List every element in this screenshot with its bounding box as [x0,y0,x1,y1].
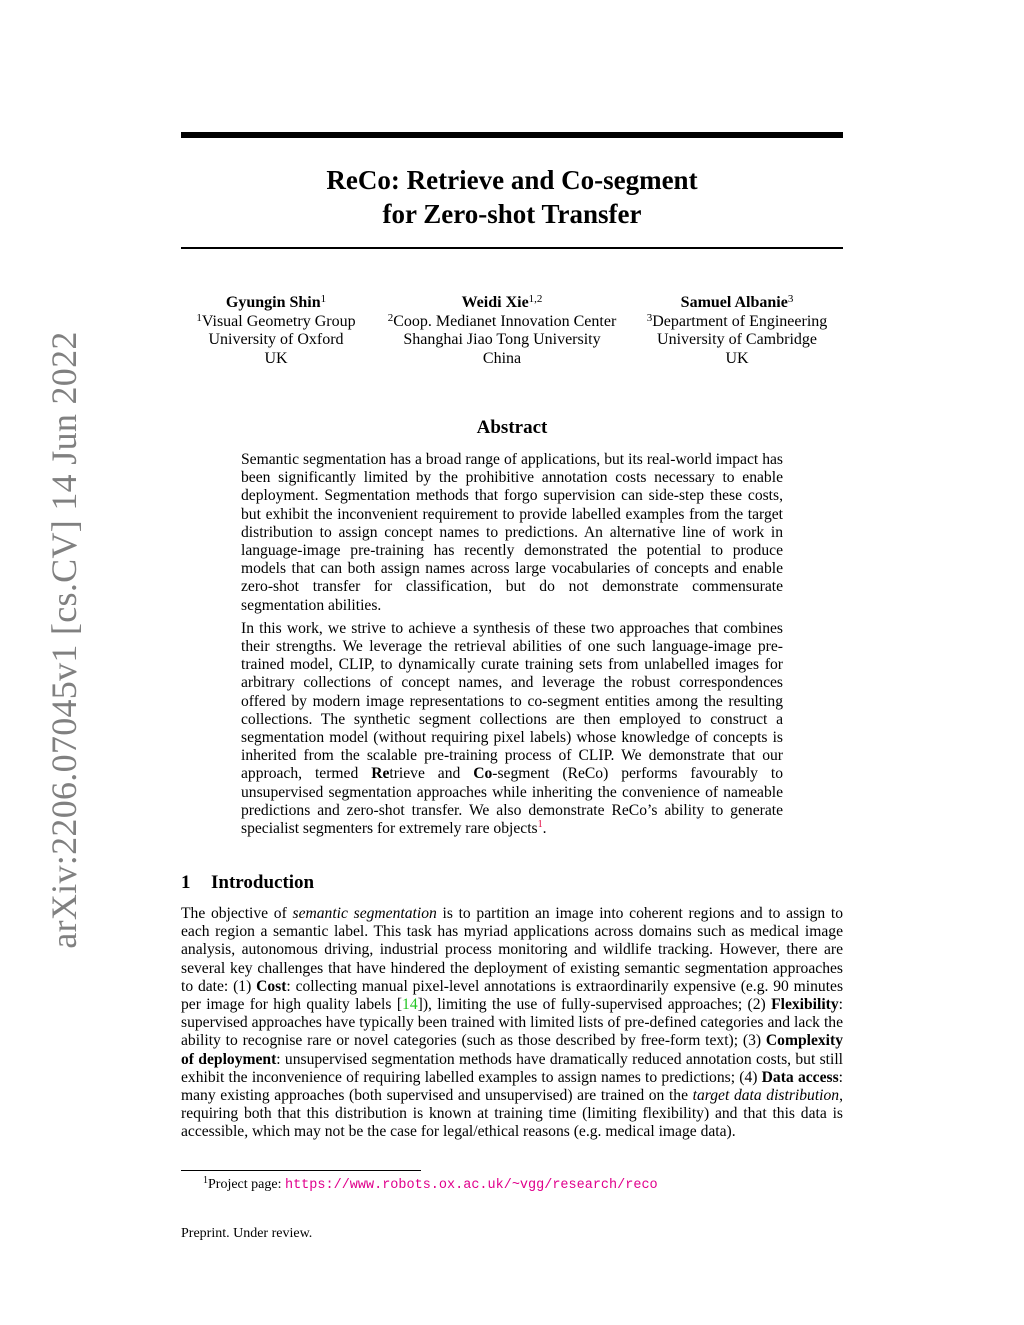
arxiv-id: arXiv:2206.07045v1 [cs.CV] 14 Jun 2022 [44,331,84,949]
preprint-notice: Preprint. Under review. [181,1226,313,1241]
author-affil-marker: 1,2 [528,293,543,305]
author-name: Samuel Albanie [680,294,788,311]
author-org: University of Cambridge [657,331,817,348]
author-name: Gyungin Shin [225,294,321,311]
citation-link[interactable]: 14 [402,996,418,1014]
author-affiliation: Visual Geometry Group [201,312,356,330]
author-samuel-albanie [637,294,837,368]
section-title: Introduction [211,872,315,893]
section-number: 1 [181,872,191,893]
title-line-2: for Zero-shot Transfer [382,199,642,229]
author-org: University of Oxford [208,331,344,348]
affil-prefix: 2 [387,311,394,324]
affil-prefix: 3 [646,311,653,324]
title-rule-top [181,132,843,138]
author-country: UK [725,349,749,367]
project-page-link[interactable]: https://www.robots.ox.ac.uk/~vgg/research/reco [284,1178,658,1193]
author-gyungin-shin [181,294,371,368]
footnote-number: 1 [203,1175,208,1186]
title-line-1: ReCo: Retrieve and Co-segment [326,165,698,195]
introduction-paragraph: The objective of semantic segmentation is to partition an image into coherent regions and to assign to each region a semantic label. This task has myriad applications across domains such as medical image analysis, autonomous driving, industrial process monitoring and wildlife tracking. However, there are several key challenges that have hindered the deployment of existing semantic segmentation approaches to date: (1) Cost: collecting manual pixel-level annotations is extraordinarily expensive (e.g. 90 minutes per image for high quality labels [14]), limiting the use of fully-supervised approaches; (2) Flexibility: supervised approaches have typically been trained with limited lists of pre-defined categories and lack the ability to recognise rare or novel categories (such as those described by free-form text); (3) Complexity of deployment: unsupervised segmentation methods have dramatically reduced annotation costs, but still exhibit the inconvenience of requiring labelled examples to assign names to predictions; (4) Data access: many existing approaches (both supervised and unsupervised) are trained on the target data distribution, requiring both that this distribution is known at training time (limiting flexibility) and that this data is accessible, which may not be the case for legal/ethical reasons (e.g. medical image data). [181,905,844,1141]
author-affiliation: Department of Engineering [652,312,828,330]
author-org: Shanghai Jiao Tong University [403,331,601,348]
section-heading-introduction [181,871,314,895]
affil-prefix: 1 [196,311,202,324]
footnote-rule [181,1170,421,1171]
abstract-paragraph-2: In this work, we strive to achieve a synthesis of these two approaches that combines their strengths. We leverage the retrieval abilities of one such language-image pre-trained model, CLIP, to dynamically curate training sets from unlabelled images for arbitrary collections of concept names, and leverage the robust correspondences offered by modern image representations to co-segment entities among the resulting collections. The synthetic segment collections are then employed to construct a segmentation model (without requiring pixel labels) whose knowledge of concepts is inherited from the scalable pre-training process of CLIP. We demonstrate that our approach, termed Retrieve and Co-segment (ReCo) performs favourably to unsupervised segmentation approaches while inheriting the convenience of nameable predictions and zero-shot transfer. We also demonstrate ReCo’s ability to generate specialist segmenters for extremely rare objects$^1$. [241,619,784,838]
paper-title [181,163,843,231]
author-affil-marker: 1 [320,293,327,305]
author-affiliation: Coop. Medianet Innovation Center [393,312,617,330]
abstract-heading: Abstract [476,417,548,438]
abstract-body [241,451,783,843]
author-country: UK [264,349,288,367]
title-rule-bottom [181,247,843,249]
author-weidi-xie [377,294,627,368]
abstract-paragraph-1: Semantic segmentation has a broad range of applications, but its real-world impact has been significantly limited by the prohibitive annotation costs necessary to enable deployment. Segmentation methods that forgo supervision can side-step these costs, but exhibit the inconvenient requirement to provide labelled examples from the target distribution to assign concept names to predictions. An alternative line of work in language-image pre-training has recently demonstrated the potential to produce models that can both assign names across large vocabularies of concepts and enable zero-shot transfer for classification, but do not demonstrate commensurate segmentation abilities. [241,451,783,614]
footnote [181,1176,843,1194]
author-name: Weidi Xie [461,294,529,311]
footnote-label: Project page: [208,1177,285,1192]
author-affil-marker: 3 [787,293,794,305]
footnote-link[interactable]: 1 [537,819,543,831]
author-country: China [482,349,522,367]
